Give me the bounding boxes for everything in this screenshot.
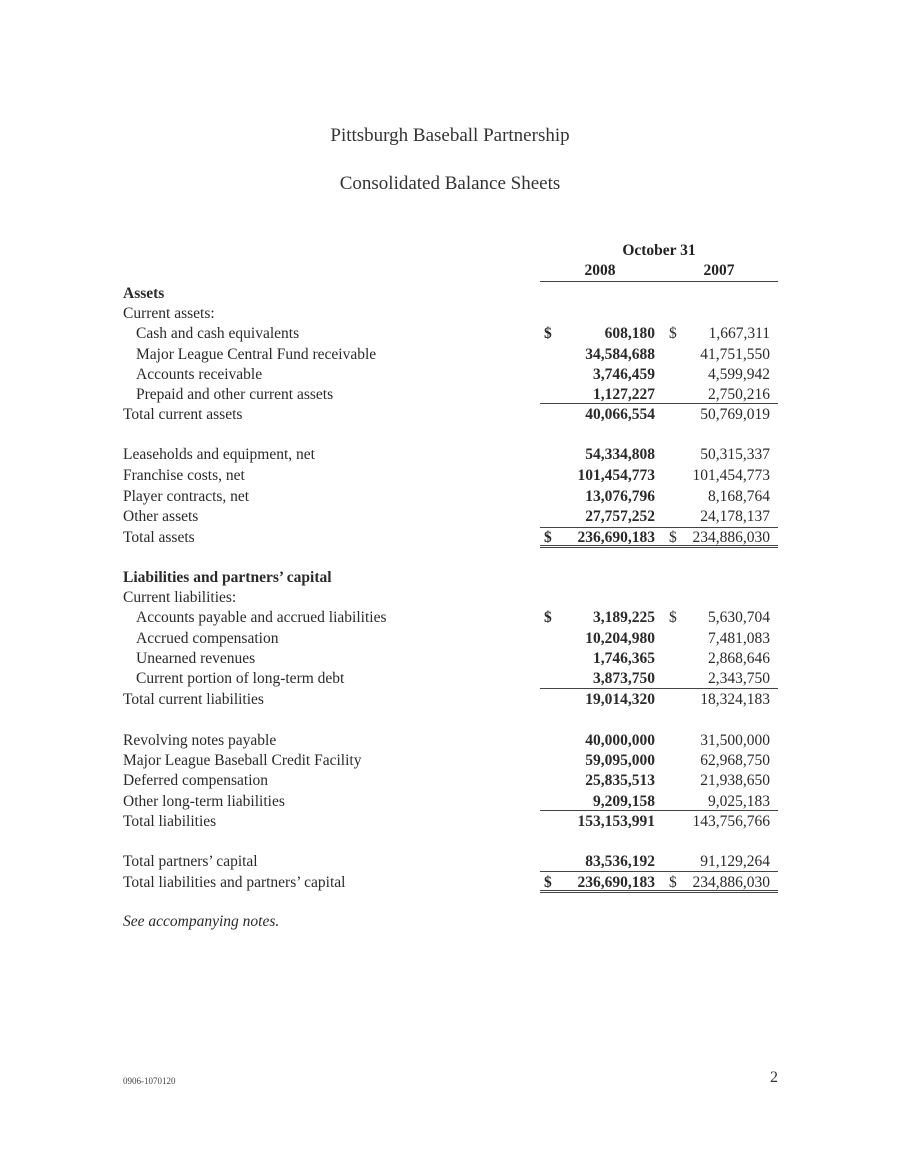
currency-symbol-2007: $ bbox=[669, 529, 677, 546]
total-double-underline bbox=[540, 890, 778, 893]
row-label: Current portion of long-term debt bbox=[136, 670, 345, 687]
value-2008: 236,690,183 bbox=[577, 529, 655, 546]
row-label: Player contracts, net bbox=[123, 488, 250, 505]
value-2008: 9,209,158 bbox=[593, 793, 655, 810]
row-label: Total partners’ capital bbox=[123, 853, 258, 870]
row-label: Total current assets bbox=[123, 406, 243, 423]
row-label: Other assets bbox=[123, 508, 199, 525]
value-2008: 34,584,688 bbox=[585, 346, 655, 363]
value-2007: 62,968,750 bbox=[700, 752, 770, 769]
table-row bbox=[0, 588, 900, 608]
value-2008: 101,454,773 bbox=[577, 467, 655, 484]
table-row bbox=[0, 669, 900, 689]
value-2007: 24,178,137 bbox=[700, 508, 770, 525]
table-row bbox=[0, 324, 900, 344]
section-heading bbox=[0, 284, 900, 304]
subtotal-underline bbox=[540, 688, 778, 689]
currency-symbol-2007: $ bbox=[669, 609, 677, 626]
year-2008-header: 2008 bbox=[584, 262, 616, 279]
value-2007: 2,750,216 bbox=[708, 386, 770, 403]
table-row bbox=[0, 690, 900, 710]
table-row bbox=[0, 345, 900, 365]
year-2007-header: 2007 bbox=[703, 262, 735, 279]
value-2007: 7,481,083 bbox=[708, 630, 770, 647]
row-label: Major League Baseball Credit Facility bbox=[123, 752, 362, 769]
row-label: Accrued compensation bbox=[136, 630, 279, 647]
row-label: Cash and cash equivalents bbox=[136, 325, 300, 342]
value-2008: 608,180 bbox=[604, 325, 655, 342]
table-row bbox=[0, 466, 900, 486]
row-label: Total current liabilities bbox=[123, 691, 264, 708]
value-2008: 19,014,320 bbox=[585, 691, 655, 708]
value-2007: 2,343,750 bbox=[708, 670, 770, 687]
row-label: Current liabilities: bbox=[123, 589, 237, 606]
subtotal-underline bbox=[540, 871, 778, 872]
value-2008: 13,076,796 bbox=[585, 488, 655, 505]
row-label: Other long-term liabilities bbox=[123, 793, 285, 810]
value-2007: 8,168,764 bbox=[708, 488, 770, 505]
value-2008: 3,873,750 bbox=[593, 670, 655, 687]
value-2007: 41,751,550 bbox=[700, 346, 770, 363]
accompanying-notes: See accompanying notes. bbox=[123, 913, 280, 930]
value-2008: 83,536,192 bbox=[585, 853, 655, 870]
table-row bbox=[0, 507, 900, 527]
value-2008: 40,066,554 bbox=[585, 406, 655, 423]
row-label: Accounts payable and accrued liabilities bbox=[136, 609, 387, 626]
table-row bbox=[0, 608, 900, 628]
currency-symbol-2008: $ bbox=[544, 609, 552, 626]
value-2008: 54,334,808 bbox=[585, 446, 655, 463]
value-2008: 40,000,000 bbox=[585, 732, 655, 749]
currency-symbol-2007: $ bbox=[669, 325, 677, 342]
table-row bbox=[0, 385, 900, 405]
header-rule bbox=[540, 281, 778, 282]
table-row bbox=[0, 792, 900, 812]
table-row bbox=[0, 487, 900, 507]
currency-symbol-2008: $ bbox=[544, 325, 552, 342]
row-label: Major League Central Fund receivable bbox=[136, 346, 377, 363]
row-label: Total assets bbox=[123, 529, 195, 546]
table-row bbox=[0, 771, 900, 791]
subtotal-underline bbox=[540, 810, 778, 811]
table-row bbox=[0, 445, 900, 465]
row-label: Prepaid and other current assets bbox=[136, 386, 334, 403]
row-label: Leaseholds and equipment, net bbox=[123, 446, 315, 463]
table-row bbox=[0, 629, 900, 649]
row-label: Current assets: bbox=[123, 305, 215, 322]
currency-symbol-2007: $ bbox=[669, 874, 677, 891]
value-2007: 21,938,650 bbox=[700, 772, 770, 789]
value-2008: 3,189,225 bbox=[593, 609, 655, 626]
row-label: Unearned revenues bbox=[136, 650, 256, 667]
value-2007: 143,756,766 bbox=[692, 813, 770, 830]
value-2008: 3,746,459 bbox=[593, 366, 655, 383]
row-label: Franchise costs, net bbox=[123, 467, 245, 484]
row-label: Assets bbox=[123, 285, 165, 302]
table-row bbox=[0, 365, 900, 385]
table-row bbox=[0, 852, 900, 872]
table-row bbox=[0, 649, 900, 669]
value-2007: 31,500,000 bbox=[700, 732, 770, 749]
currency-symbol-2008: $ bbox=[544, 529, 552, 546]
row-label: Total liabilities and partners’ capital bbox=[123, 874, 346, 891]
value-2008: 25,835,513 bbox=[585, 772, 655, 789]
value-2007: 2,868,646 bbox=[708, 650, 770, 667]
value-2007: 5,630,704 bbox=[708, 609, 770, 626]
currency-symbol-2008: $ bbox=[544, 874, 552, 891]
value-2008: 10,204,980 bbox=[585, 630, 655, 647]
document-title: Pittsburgh Baseball Partnership bbox=[330, 125, 570, 146]
row-label: Liabilities and partners’ capital bbox=[123, 569, 332, 586]
value-2008: 1,746,365 bbox=[593, 650, 655, 667]
value-2008: 153,153,991 bbox=[577, 813, 655, 830]
value-2007: 91,129,264 bbox=[700, 853, 770, 870]
row-label: Deferred compensation bbox=[123, 772, 269, 789]
table-row bbox=[0, 812, 900, 832]
page-number: 2 bbox=[770, 1069, 778, 1086]
value-2007: 50,769,019 bbox=[700, 406, 770, 423]
table-row bbox=[0, 731, 900, 751]
table-row bbox=[0, 304, 900, 324]
row-label: Accounts receivable bbox=[136, 366, 263, 383]
value-2007: 18,324,183 bbox=[700, 691, 770, 708]
value-2008: 236,690,183 bbox=[577, 874, 655, 891]
table-row bbox=[0, 405, 900, 425]
document-subtitle: Consolidated Balance Sheets bbox=[339, 173, 561, 194]
document-code: 0906-1070120 bbox=[123, 1076, 176, 1086]
row-label: Revolving notes payable bbox=[123, 732, 277, 749]
row-label: Total liabilities bbox=[123, 813, 217, 830]
value-2007: 234,886,030 bbox=[692, 874, 770, 891]
value-2007: 234,886,030 bbox=[692, 529, 770, 546]
period-header: October 31 bbox=[622, 242, 696, 259]
value-2008: 1,127,227 bbox=[593, 386, 655, 403]
total-double-underline bbox=[540, 545, 778, 548]
value-2008: 59,095,000 bbox=[585, 752, 655, 769]
value-2007: 4,599,942 bbox=[708, 366, 770, 383]
section-heading bbox=[0, 568, 900, 588]
subtotal-underline bbox=[540, 527, 778, 528]
value-2007: 50,315,337 bbox=[700, 446, 770, 463]
value-2008: 27,757,252 bbox=[585, 508, 655, 525]
table-row bbox=[0, 751, 900, 771]
subtotal-underline bbox=[540, 403, 778, 404]
value-2007: 101,454,773 bbox=[692, 467, 770, 484]
value-2007: 1,667,311 bbox=[708, 325, 770, 342]
value-2007: 9,025,183 bbox=[708, 793, 770, 810]
